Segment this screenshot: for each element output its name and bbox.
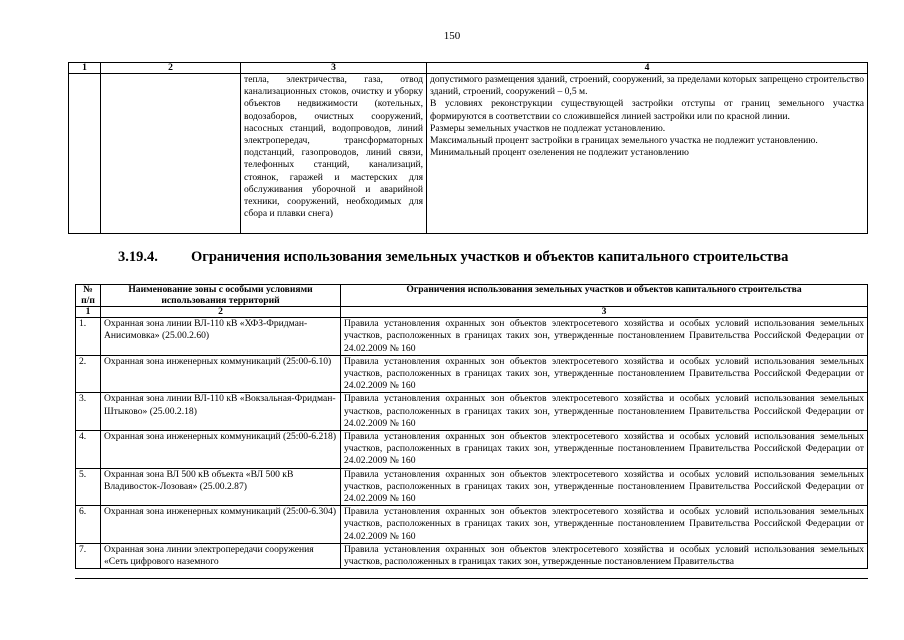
row-number: 5. — [76, 468, 101, 506]
column-number-cell: 3 — [341, 307, 868, 318]
zone-name: Охранная зона линии электропередачи сооружения «Сеть цифрового наземного — [101, 543, 341, 568]
restriction-text: Правила установления охранных зон объектов электросетевого хозяйства и особых условий использования земельных участков, расположенных в границах таких зон, утвержденные постановлением Правительства Российской Федерации от 24.02.2009 № 160 — [341, 393, 868, 431]
zone-name: Охранная зона ВЛ 500 кВ объекта «ВЛ 500 кВ Владивосток-Лозовая» (25.00.2.87) — [101, 468, 341, 506]
parameters-text — [427, 74, 868, 234]
header-row — [76, 285, 868, 307]
column-number-cell: 4 — [427, 63, 868, 74]
column-number-cell: 2 — [101, 307, 341, 318]
page-bottom-margin — [0, 578, 904, 640]
header-zone: Наименование зоны с особыми условиями использования территорий — [101, 285, 341, 307]
restriction-text: Правила установления охранных зон объектов электросетевого хозяйства и особых условий использования земельных участков, расположенных в границах таких зон, утвержденные постановлением Правительства Российской Федерации от 24.02.2009 № 160 — [341, 506, 868, 544]
parameter-paragraph: Минимальный процент озеленения не подлежит установлению — [430, 147, 689, 159]
zone-name: Охранная зона линии ВЛ-110 кВ «ХФЗ-Фридман-Анисимовка» (25.00.2.60) — [101, 318, 341, 356]
zone-name: Охранная зона линии ВЛ-110 кВ «Вокзальная-Фридман-Штыково» (25.00.2.18) — [101, 393, 341, 431]
restriction-text: Правила установления охранных зон объектов электросетевого хозяйства и особых условий использования земельных участков, расположенных в границах таких зон, утвержденные постановлением Правительства Российской Федерации от 24.02.2009 № 160 — [341, 318, 868, 356]
table-row — [76, 543, 868, 568]
empty-cell — [69, 74, 101, 234]
table-cut-line — [75, 578, 868, 579]
restriction-text: Правила установления охранных зон объектов электросетевого хозяйства и особых условий использования земельных участков, расположенных в границах таких зон, утвержденные постановлением Правительства — [341, 543, 868, 568]
section-number: 3.19.4. — [118, 249, 158, 265]
table-row — [76, 506, 868, 544]
row-number: 6. — [76, 506, 101, 544]
parameter-paragraph: Максимальный процент застройки в границах земельного участка не подлежит установлению. — [430, 135, 818, 147]
empty-cell — [101, 74, 241, 234]
row-number: 2. — [76, 355, 101, 393]
table-row — [76, 355, 868, 393]
section-title: Ограничения использования земельных участков и объектов капитального строительства — [191, 249, 789, 265]
section-heading — [118, 249, 878, 266]
parameter-paragraph: Размеры земельных участков не подлежат установлению. — [430, 122, 666, 134]
header-number: № п/п — [76, 285, 101, 307]
row-number: 4. — [76, 431, 101, 469]
table-row — [76, 318, 868, 356]
column-number-cell: 2 — [101, 63, 241, 74]
restriction-text: Правила установления охранных зон объектов электросетевого хозяйства и особых условий использования земельных участков, расположенных в границах таких зон, утвержденные постановлением Правительства Российской Федерации от 24.02.2009 № 160 — [341, 468, 868, 506]
restriction-text: Правила установления охранных зон объектов электросетевого хозяйства и особых условий использования земельных участков, расположенных в границах таких зон, утвержденные постановлением Правительства Российской Федерации от 24.02.2009 № 160 — [341, 431, 868, 469]
table-row — [76, 468, 868, 506]
column-number-row — [76, 307, 868, 318]
row-number: 7. — [76, 543, 101, 568]
row-number: 1. — [76, 318, 101, 356]
table-row — [76, 431, 868, 469]
restriction-text: Правила установления охранных зон объектов электросетевого хозяйства и особых условий использования земельных участков, расположенных в границах таких зон, утвержденные постановлением Правительства Российской Федерации от 24.02.2009 № 160 — [341, 355, 868, 393]
column-number-cell: 1 — [76, 307, 101, 318]
header-restriction: Ограничения использования земельных участков и объектов капитального строительства — [341, 285, 868, 307]
column-number-row — [69, 63, 868, 74]
table-row — [69, 74, 868, 234]
parameter-paragraph: В условиях реконструкции существующей застройки отступы от границ земельного участка формируются в соответствии со сложившейся линией застройки или по красной линии. — [430, 98, 864, 122]
zone-name: Охранная зона инженерных коммуникаций (25:00-6.10) — [101, 355, 341, 393]
zone-name: Охранная зона инженерных коммуникаций (25:00-6.304) — [101, 506, 341, 544]
column-number-cell: 1 — [69, 63, 101, 74]
zone-name: Охранная зона инженерных коммуникаций (25:00-6.218) — [101, 431, 341, 469]
column-number-cell: 3 — [241, 63, 427, 74]
restrictions-table — [75, 284, 868, 569]
table-row — [76, 393, 868, 431]
parameter-paragraph: допустимого размещения зданий, строений, сооружений, за пределами которых запрещено строительство зданий, строений, сооружений – 0,5 м. — [430, 74, 864, 98]
permitted-use-text: тепла, электричества, газа, отвод канализационных стоков, очистку и уборку объектов недвижимости (котельных, водозаборов, очистных сооружений, насосных станций, водопроводов, линий электропередач, трансформаторных подстанций, газопроводов, линий связи, телефонных станций, канализаций, стоянок, гаражей и мастерских для обслуживания уборочной и аварийной техники, сооружений, необходимых для сбора и плавки снега) — [241, 74, 427, 234]
continuation-table — [68, 62, 868, 234]
row-number: 3. — [76, 393, 101, 431]
page-number: 150 — [443, 30, 461, 42]
